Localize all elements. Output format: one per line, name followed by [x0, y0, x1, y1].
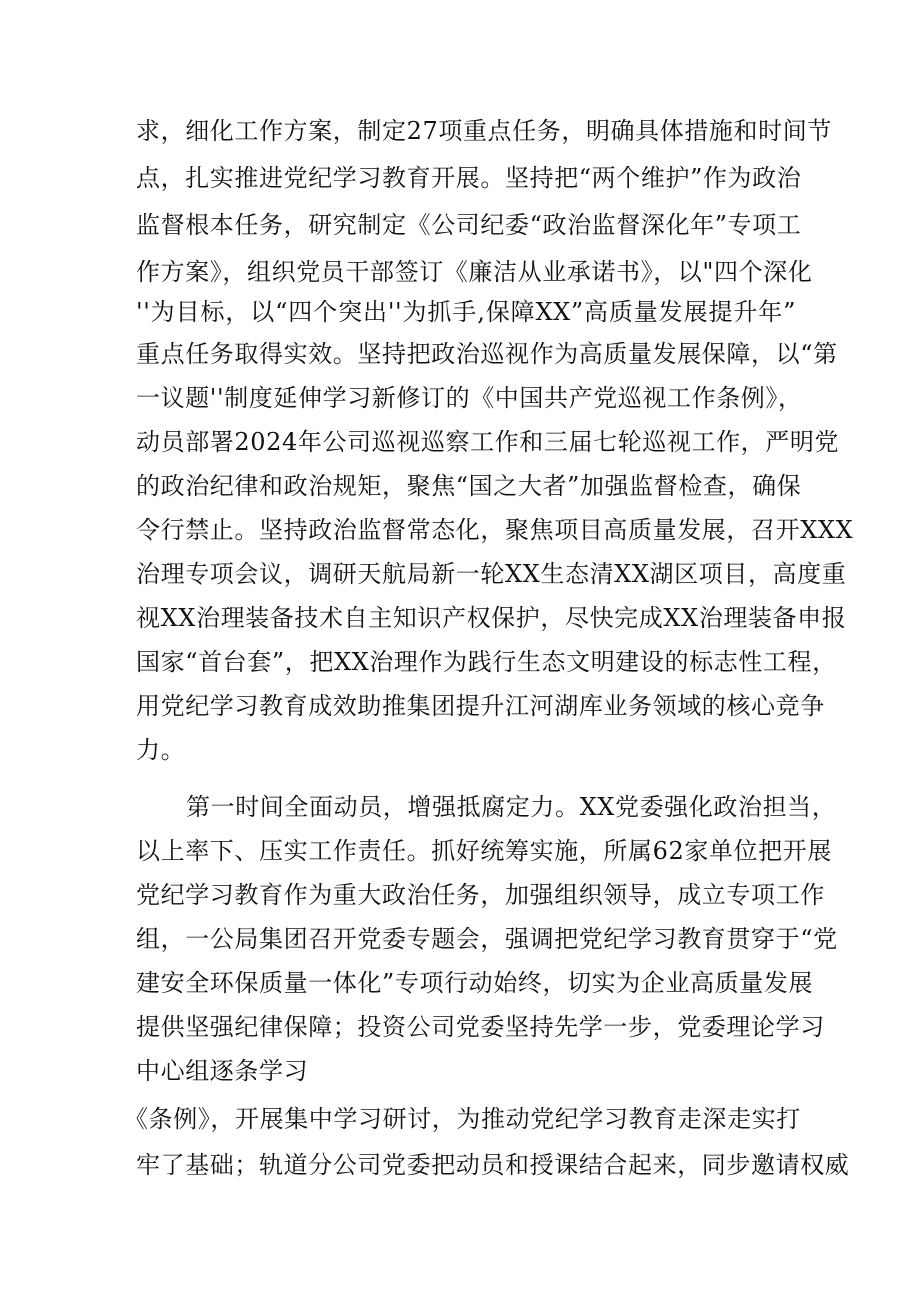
text-line: 令行禁止。坚持政治监督常态化，聚焦项目高质量发展，召开XXX: [136, 516, 854, 544]
text-line: 点，扎实推进党纪学习教育开展。坚持把“两个维护”作为政治: [136, 164, 802, 192]
text-line: 力。: [136, 736, 186, 764]
text-line: 党纪学习教育作为重大政治任务，加强组织领导，成立专项工作: [136, 881, 825, 909]
text-line: 建安全环保质量一体化”专项行动始终，切实为企业高质量发展: [136, 969, 814, 997]
text-line: 的政治纪律和政治规矩，聚焦“国之大者”加强监督检查，确保: [136, 472, 802, 500]
text-line: 监督根本任务，研究制定《公司纪委“政治监督深化年”专项工: [136, 211, 802, 239]
text-line: 求，细化工作方案，制定27项重点任务，明确具体措施和时间节: [136, 117, 832, 145]
text-line: 重点任务取得实效。坚持把政治巡视作为高质量发展保障，以“第: [136, 340, 838, 368]
text-line: 用党纪学习教育成效助推集团提升江河湖库业务领域的核心竞争: [136, 692, 825, 720]
text-line: 提供坚强纪律保障；投资公司党委坚持先学一步，党委理论学习: [136, 1013, 825, 1041]
text-line: 视XX治理装备技术自主知识产权保护，尽快完成XX治理装备申报: [136, 604, 847, 632]
text-line: 组，一公局集团召开党委专题会，强调把党纪学习教育贯穿于“党: [136, 925, 838, 953]
text-line: 中心组逐条学习: [136, 1057, 309, 1085]
text-line: 作方案》，组织党员干部签订《廉洁从业承诺书》，以"四个深化: [136, 258, 813, 286]
text-line: 《条例》，开展集中学习研讨，为推动党纪学习教育走深走实打: [124, 1105, 801, 1133]
text-line: 牢了基础；轨道分公司党委把动员和授课结合起来，同步邀请权威: [136, 1151, 850, 1179]
text-line: 国家“首台套”，把XX治理作为践行生态文明建设的标志性工程，: [136, 648, 837, 676]
paragraph-first-line: 第一时间全面动员，增强抵腐定力。XX党委强化政治担当，: [186, 793, 837, 821]
text-line: ''为目标，以“四个突出''为抓手,保障XX”高质量发展提升年”: [136, 298, 796, 326]
text-line: 动员部署2024年公司巡视巡察工作和三届七轮巡视工作，严明党: [136, 428, 840, 456]
text-line: 一议题''制度延伸学习新修订的《中国共产党巡视工作条例》，: [136, 384, 803, 412]
text-line: 治理专项会议，调研天航局新一轮XX生态清XX湖区项目，高度重: [136, 560, 847, 588]
text-line: 以上率下、压实工作责任。抓好统筹实施，所属62家单位把开展: [136, 837, 832, 865]
